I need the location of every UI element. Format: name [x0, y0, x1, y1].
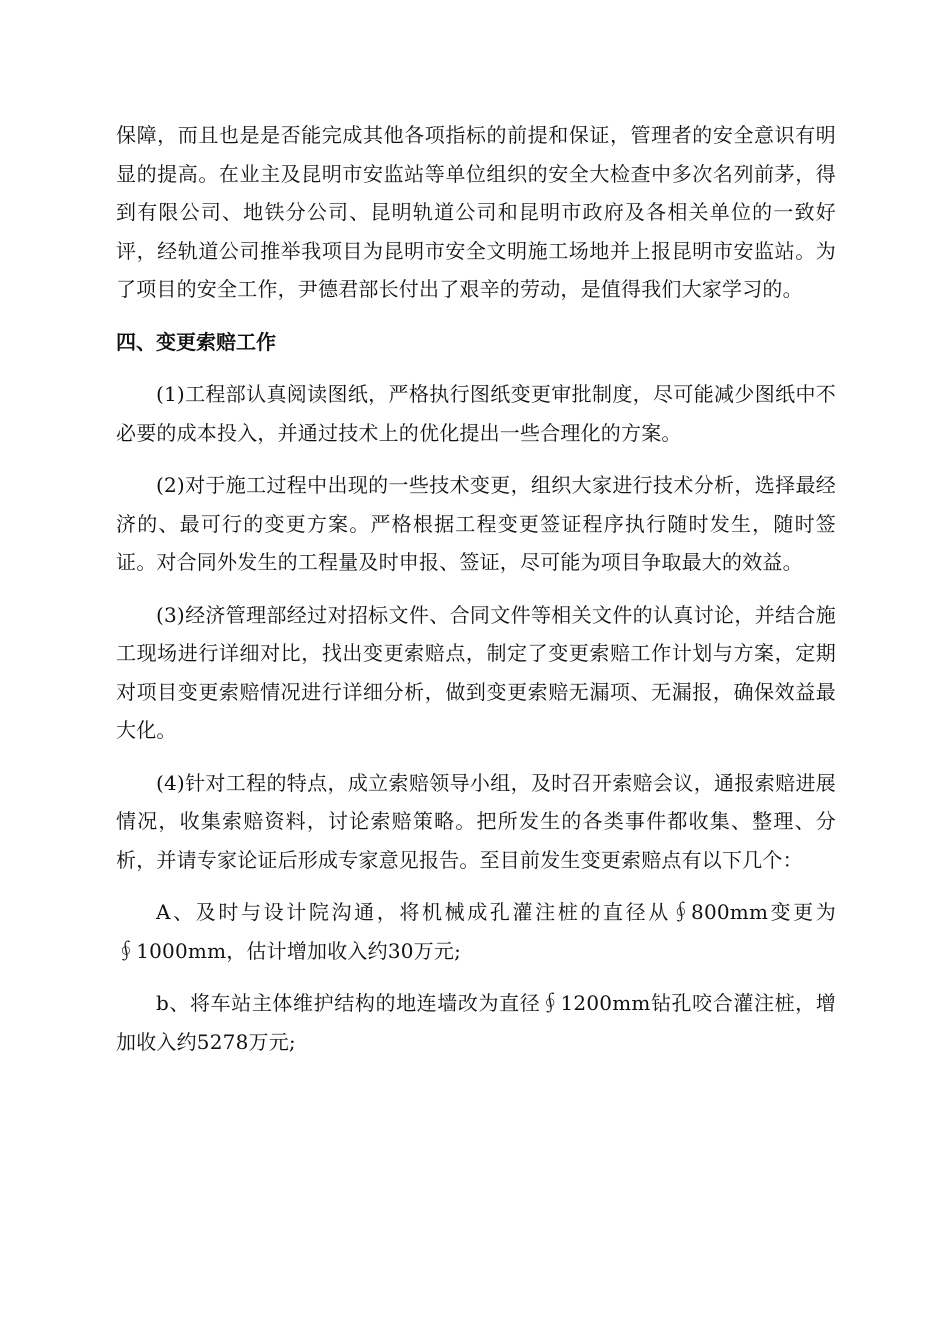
paragraph-item-1: (1)工程部认真阅读图纸，严格执行图纸变更审批制度，尽可能减少图纸中不必要的成本投入，并通过技术上的优化提出一些合理化的方案。	[116, 382, 836, 445]
paragraph-point-a: A、及时与设计院沟通，将机械成孔灌注桩的直径从∮800mm变更为∮1000mm，估计增加收入约30万元;	[116, 900, 836, 963]
section-heading-change-claims: 四、变更索赔工作	[116, 329, 276, 354]
paragraph-point-b: b、将车站主体维护结构的地连墙改为直径∮1200mm钻孔咬合灌注桩，增加收入约5278万元;	[116, 991, 836, 1054]
document-body	[116, 116, 836, 1061]
paragraph-item-2: (2)对于施工过程中出现的一些技术变更，组织大家进行技术分析，选择最经济的、最可行的变更方案。严格根据工程变更签证程序执行随时发生，随时签证。对合同外发生的工程量及时申报、签证，尽可能为项目争取最大的效益。	[116, 473, 836, 574]
paragraph-item-3: (3)经济管理部经过对招标文件、合同文件等相关文件的认真讨论，并结合施工现场进行详细对比，找出变更索赔点，制定了变更索赔工作计划与方案，定期对项目变更索赔情况进行详细分析，做到变更索赔无漏项、无漏报，确保效益最大化。	[116, 602, 836, 742]
paragraph-item-4: (4)针对工程的特点，成立索赔领导小组，及时召开索赔会议，通报索赔进展情况，收集索赔资料，讨论索赔策略。把所发生的各类事件都收集、整理、分析，并请专家论证后形成专家意见报告。至目前发生变更索赔点有以下几个：	[116, 770, 836, 872]
paragraph-safety-conclusion: 保障，而且也是是否能完成其他各项指标的前提和保证，管理者的安全意识有明显的提高。在业主及昆明市安监站等单位组织的安全大检查中多次名列前茅，得到有限公司、地铁分公司、昆明轨道公司和昆明市政府及各相关单位的一致好评，经轨道公司推举我项目为昆明市安全文明施工场地并上报昆明市安监站。为了项目的安全工作，尹德君部长付出了艰辛的劳动，是值得我们大家学习的。	[116, 123, 836, 301]
